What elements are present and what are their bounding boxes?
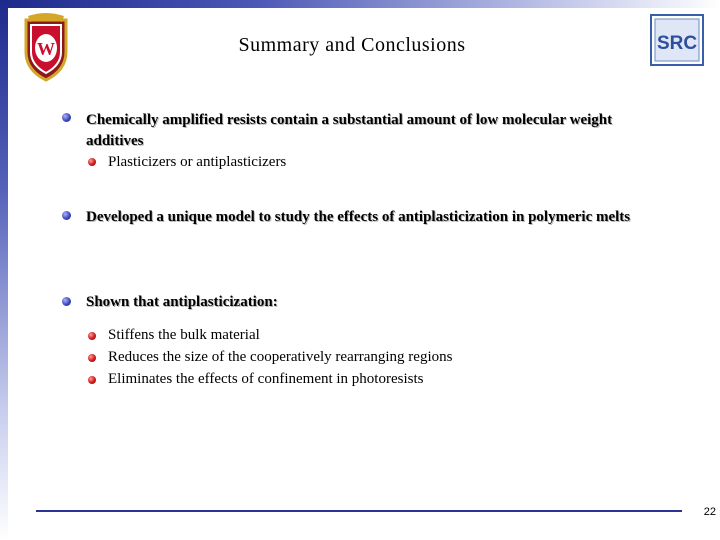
sub-bullet-marker xyxy=(88,376,96,384)
bullet-text: Chemically amplified resists contain a substantial amount of low molecular weight additives xyxy=(86,112,613,149)
bullet-marker xyxy=(62,211,71,220)
bullet-text: Developed a unique model to study the effects of antiplasticization in polymeric melts xyxy=(86,209,631,225)
svg-text:W: W xyxy=(37,39,55,59)
bullet-marker xyxy=(62,113,71,122)
sub-bullet-marker xyxy=(88,158,96,166)
sub-bullet-marker xyxy=(88,332,96,340)
bullet-text: Shown that antiplasticization: xyxy=(86,294,278,310)
svg-text:SRC: SRC xyxy=(656,33,698,54)
page-number: 22 xyxy=(703,506,716,518)
bullet-marker xyxy=(62,297,71,306)
sub-bullet-marker xyxy=(88,354,96,362)
top-gradient-band xyxy=(0,0,720,8)
sub-bullet-text: Plasticizers or antiplasticizers xyxy=(108,154,287,170)
footer-divider xyxy=(36,510,682,512)
sub-bullet-text: Stiffens the bulk material xyxy=(108,327,260,343)
slide-title: Summary and Conclusions xyxy=(238,34,466,56)
left-gradient-band xyxy=(0,0,8,540)
sub-bullet-text: Eliminates the effects of confinement in photoresists xyxy=(108,371,424,387)
sub-bullet-text: Reduces the size of the cooperatively rearranging regions xyxy=(108,349,453,365)
